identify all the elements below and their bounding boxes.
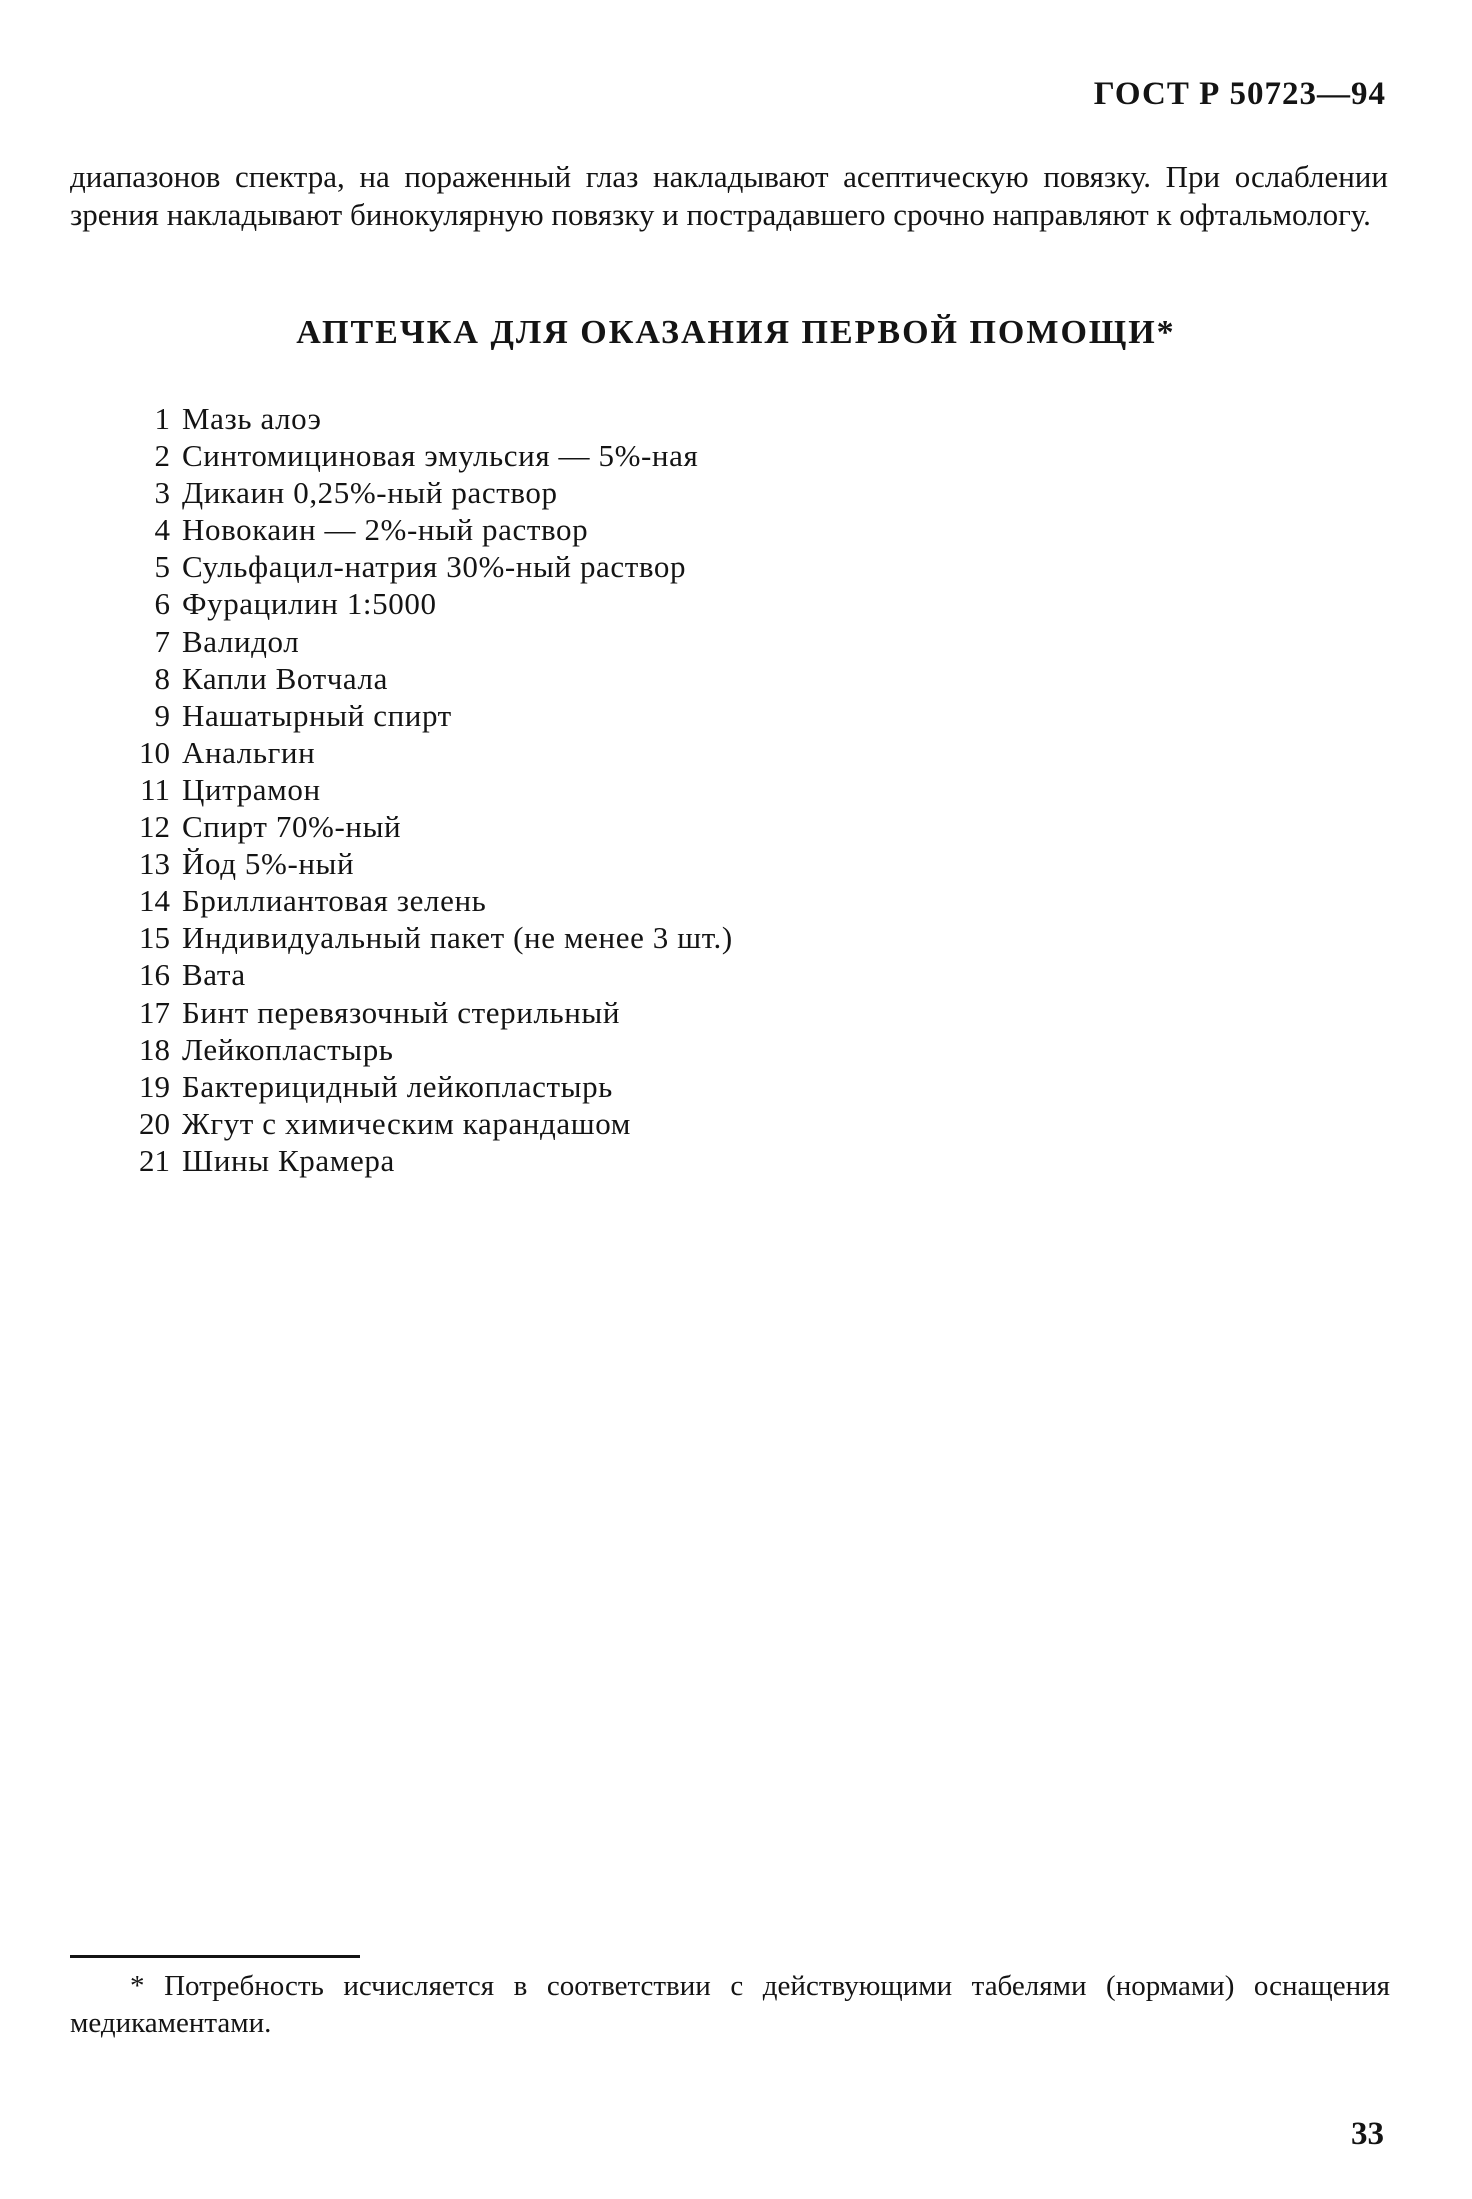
list-item (128, 585, 733, 622)
item-name: Синтомициновая эмульсия — 5%-ная (182, 438, 699, 474)
item-number: 4 (154, 512, 170, 548)
list-item (128, 734, 733, 771)
item-name: Бинт перевязочный стерильный (182, 994, 621, 1030)
list-item (128, 808, 733, 845)
item-name: Цитрамон (182, 771, 321, 807)
item-number: 3 (154, 475, 170, 511)
item-number: 18 (139, 1031, 170, 1067)
item-name: Бактерицидный лейкопластырь (182, 1068, 613, 1104)
list-item (128, 400, 733, 437)
list-item (128, 697, 733, 734)
item-name: Йод 5%-ный (182, 846, 355, 882)
item-number: 2 (154, 438, 170, 474)
item-name: Лейкопластырь (182, 1031, 394, 1067)
item-name: Мазь алоэ (182, 401, 322, 436)
item-name: Новокаин — 2%-ный раствор (182, 512, 589, 548)
item-number: 20 (139, 1105, 170, 1141)
page-number: 33 (1351, 2116, 1384, 2152)
page-header: ГОСТ Р 50723—94 (1093, 76, 1386, 112)
list-item (128, 771, 733, 808)
list-item (128, 437, 733, 474)
footnote-divider (70, 1955, 360, 1958)
item-name: Нашатырный спирт (182, 697, 452, 733)
list-item (128, 1031, 733, 1068)
intro-paragraph: диапазонов спектра, на пораженный глаз накладывают асептическую повязку. При ослаблении зрения накладывают бинокулярную повязку и пострадавшего срочно направляют к офтальмологу. (70, 159, 1388, 232)
item-name: Анальгин (182, 734, 316, 770)
item-name: Шины Крамера (182, 1142, 395, 1178)
item-name: Фурацилин 1:5000 (182, 586, 437, 622)
item-number: 11 (140, 771, 170, 807)
list-item (128, 1142, 733, 1179)
list-item (128, 548, 733, 585)
item-number: 19 (139, 1068, 170, 1104)
item-name: Капли Вотчала (182, 660, 388, 696)
item-number: 16 (139, 957, 170, 993)
list-item (128, 845, 733, 882)
item-number: 1 (154, 401, 170, 436)
list-item (128, 956, 733, 993)
item-number: 8 (154, 660, 170, 696)
list-item (128, 919, 733, 956)
list-item (128, 1068, 733, 1105)
item-number: 12 (139, 809, 170, 845)
item-name: Жгут с химическим карандашом (182, 1105, 631, 1141)
footnote: * Потребность исчисляется в соответствии с действующими табелями (нормами) оснащения медикаментами. (70, 1970, 1390, 2039)
item-name: Бриллиантовая зелень (182, 883, 487, 919)
item-name: Вата (182, 957, 246, 993)
item-number: 15 (139, 920, 170, 956)
item-number: 10 (139, 734, 170, 770)
item-name: Сульфацил-натрия 30%-ный раствор (182, 549, 687, 585)
item-number: 14 (139, 883, 170, 919)
list-item (128, 623, 733, 660)
item-number: 17 (139, 994, 170, 1030)
list-item (128, 660, 733, 697)
item-number: 5 (154, 549, 170, 585)
list-item (128, 994, 733, 1031)
item-name: Дикаин 0,25%-ный раствор (182, 475, 558, 511)
item-number: 21 (139, 1142, 170, 1178)
list-item (128, 1105, 733, 1142)
item-number: 7 (154, 623, 170, 659)
list-item (128, 474, 733, 511)
item-number: 9 (154, 697, 170, 733)
list-item (128, 511, 733, 548)
section-title: АПТЕЧКА ДЛЯ ОКАЗАНИЯ ПЕРВОЙ ПОМОЩИ* (296, 314, 1176, 351)
item-number: 13 (139, 846, 170, 882)
item-name: Спирт 70%-ный (182, 809, 402, 845)
first-aid-kit-list (128, 400, 733, 1179)
list-item (128, 882, 733, 919)
item-name: Индивидуальный пакет (не менее 3 шт.) (182, 920, 733, 956)
item-number: 6 (154, 586, 170, 622)
item-name: Валидол (182, 623, 300, 659)
